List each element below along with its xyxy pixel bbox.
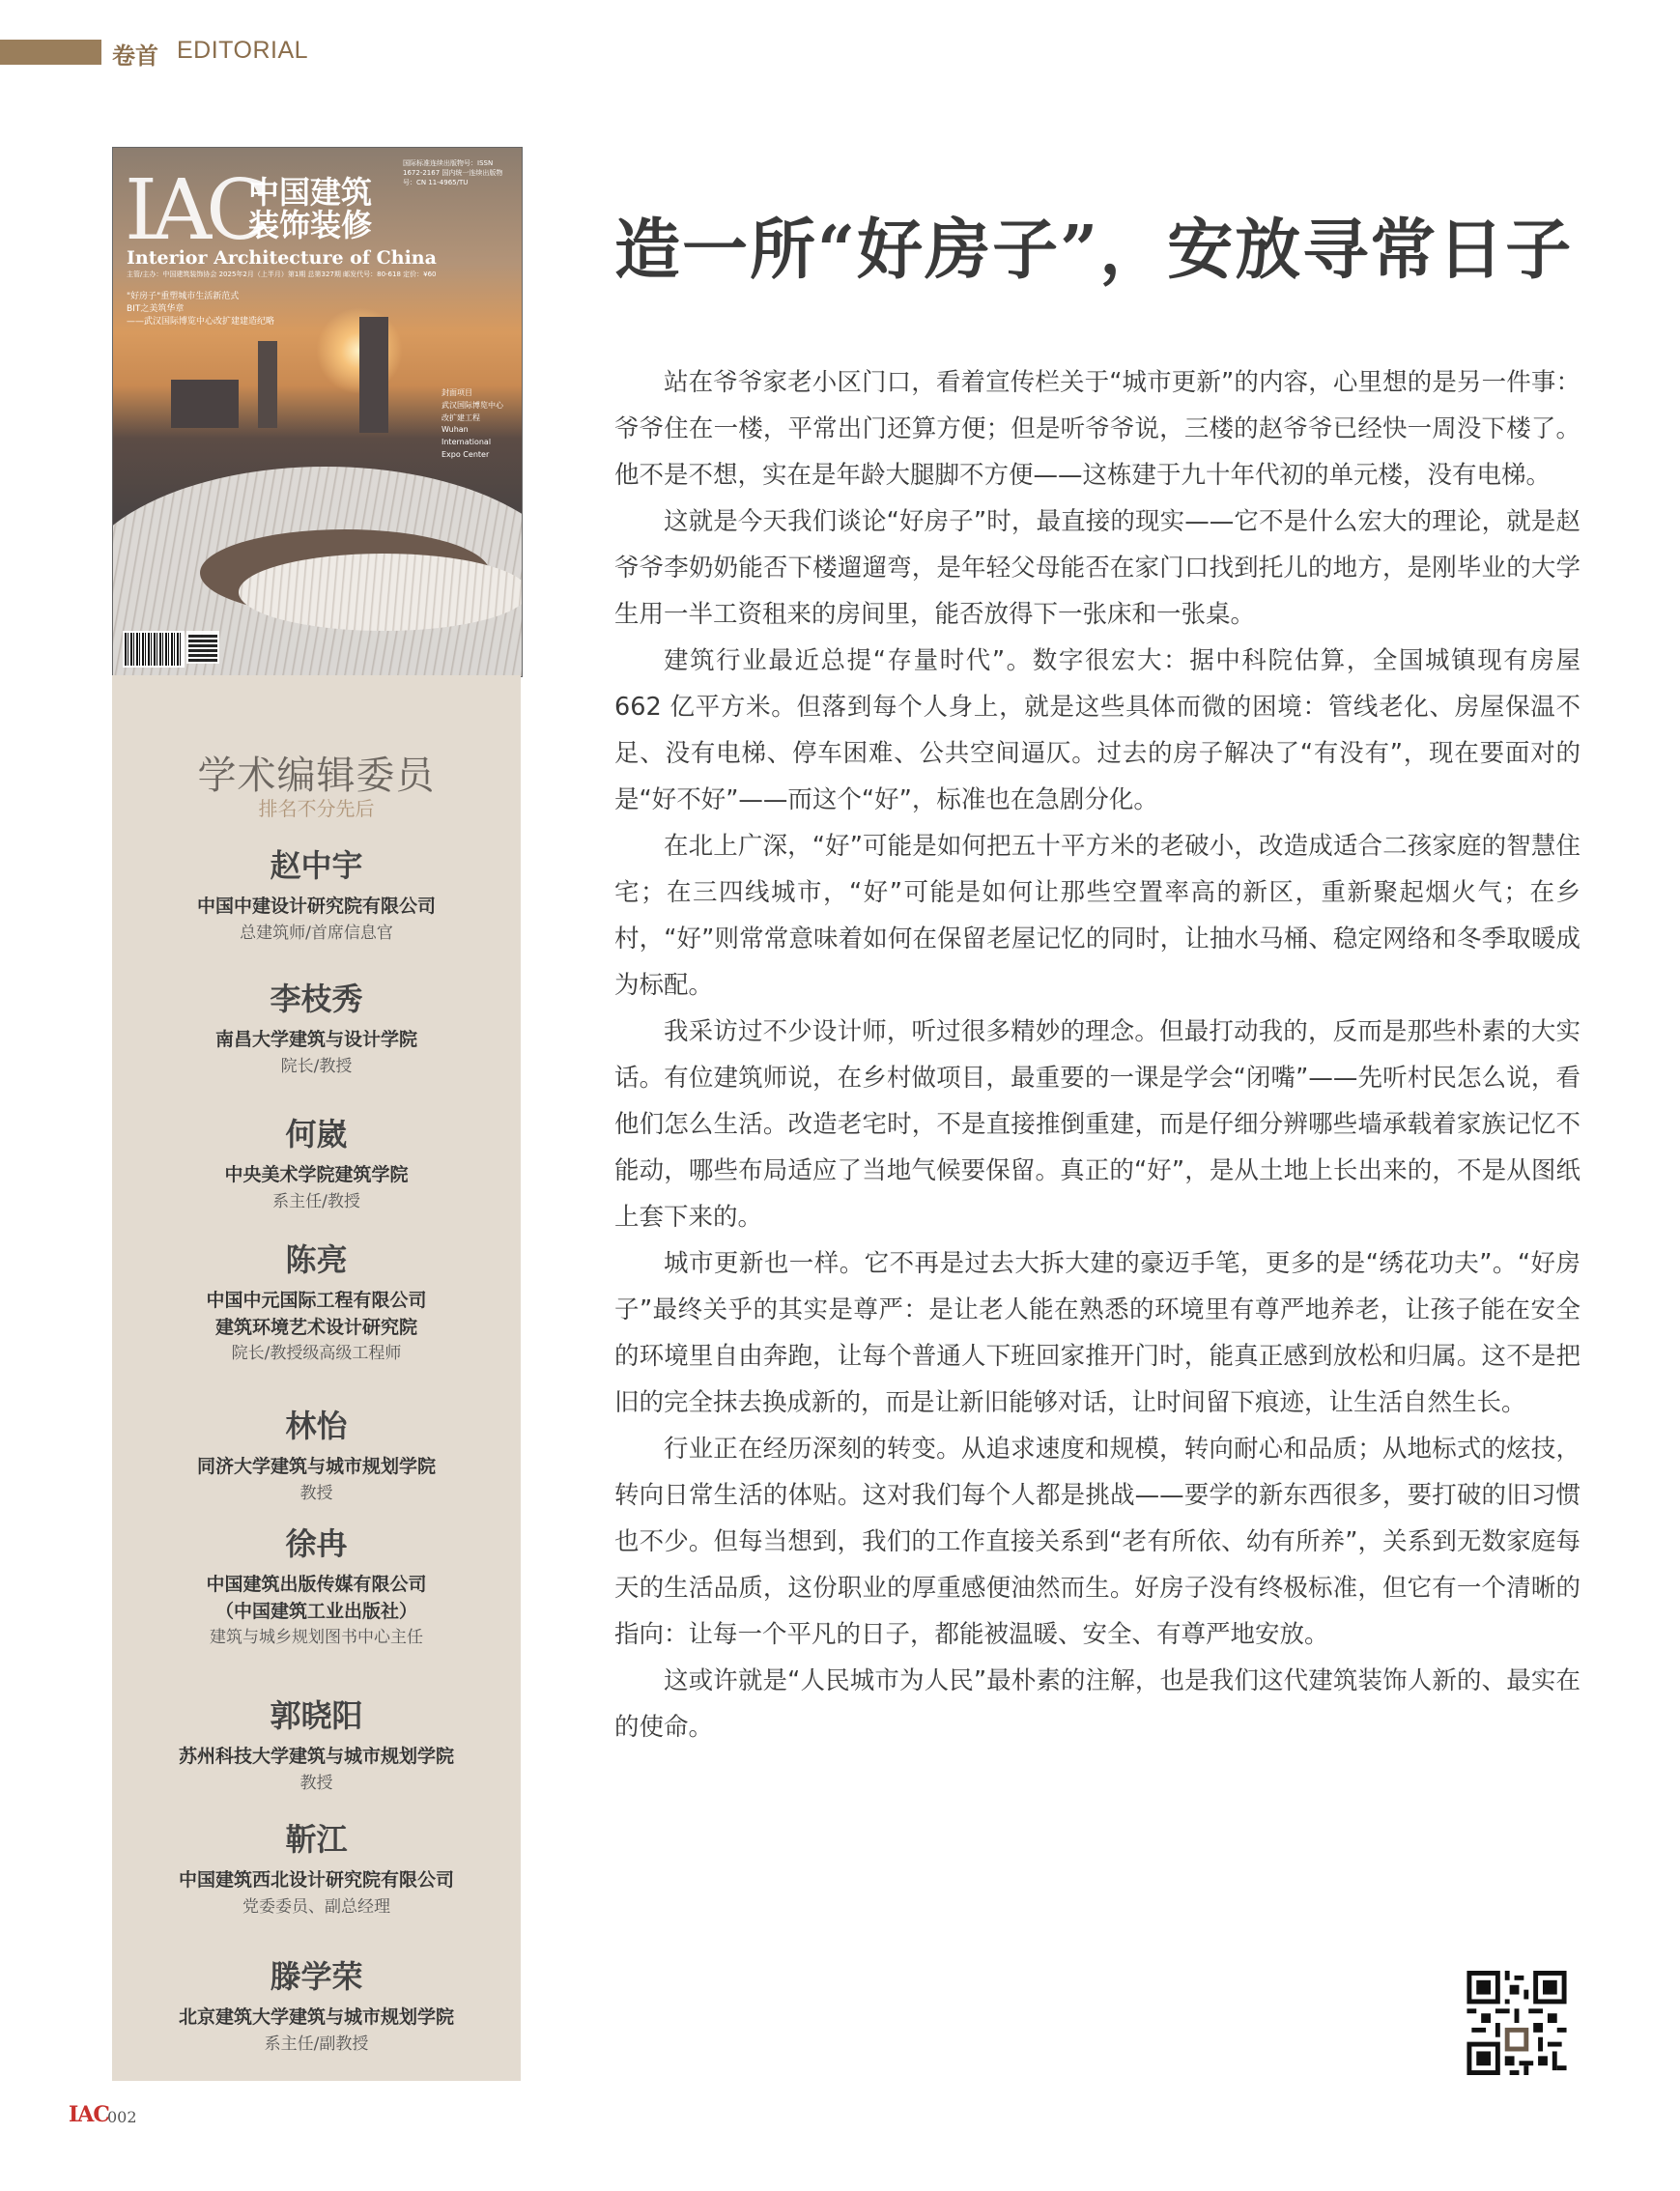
cover-title-en: Interior Architecture of China [127, 247, 437, 269]
member-name: 靳江 [285, 1821, 348, 1858]
cover-building [258, 341, 277, 428]
member-name: 陈亮 [285, 1241, 348, 1278]
cover-side-text [441, 387, 509, 462]
cover-expo-roof-front [239, 554, 523, 631]
member-org: 同济大学建筑与城市规划学院 [196, 1456, 436, 1477]
cover-building [171, 380, 239, 428]
board-subtitle: 排名不分先后 [258, 797, 375, 820]
member-name: 徐冉 [285, 1525, 348, 1562]
cover-feature-line: BIT之美筑华章 [127, 304, 185, 315]
cover-side-line: Wuhan International Expo Center [441, 425, 492, 459]
article-paragraph: 行业正在经历深刻的转变。从追求速度和规模，转向耐心和品质；从地标式的炫技，转向日常生活的体贴。这对我们每个人都是挑战——要学的新东西很多，要打破的旧习惯也不少。但每当想到，我们的工作直接关系到“老有所依、幼有所养”，关系到无数家庭每天的生活品质，这份职业的厚重感便油然而生。好房子没有终极标准，但它有一个清晰的指向：让每一个平凡的日子，都能被温暖、安全、有尊严地安放。 [614, 1435, 1580, 1649]
board-member [112, 1236, 521, 1367]
member-org: 中国中元国际工程有限公司 [206, 1290, 427, 1311]
member-org: （中国建筑工业出版社） [214, 1600, 417, 1622]
member-org: 中央美术学院建筑学院 [224, 1164, 409, 1185]
editorial-board [112, 675, 521, 2081]
board-member [112, 1952, 521, 2058]
board-member [112, 1520, 521, 1651]
board-member [112, 841, 521, 947]
member-name: 林怡 [285, 1408, 348, 1444]
article-paragraph: 建筑行业最近总提“存量时代”。数字很宏大：据中科院估算，全国城镇现有房屋 662 亿平方米。但落到每个人身上，就是这些具体而微的困境：管线老化、房屋保温不足、没有电梯、停车困难、公共空间逼仄。过去的房子解决了“有没有”，现在要面对的是“好不好”——而这个“好”，标准也在急剧分化。 [614, 646, 1580, 814]
cover-qr-icon [186, 631, 219, 664]
member-org: 苏州科技大学建筑与城市规划学院 [178, 1746, 454, 1767]
cover-meta: 主管/主办：中国建筑装饰协会 2025年2月（上半月）第1期 总第327期 邮发代号：80-618 定价：¥60 [127, 270, 437, 278]
member-role: 建筑与城乡规划图书中心主任 [210, 1628, 423, 1648]
member-role: 院长/教授级高级工程师 [231, 1344, 402, 1364]
member-role: 系主任/副教授 [264, 2034, 369, 2054]
member-org: 中国中建设计研究院有限公司 [196, 896, 436, 917]
member-role: 教授 [299, 1483, 333, 1503]
article-paragraph: 城市更新也一样。它不再是过去大拆大建的豪迈手笔，更多的是“绣花功夫”。“好房子”最终关乎的其实是尊严：是让老人能在熟悉的环境里有尊严地养老，让孩子能在安全的环境里自由奔跑，让每个普通人下班回家推开门时，能真正感到放松和归属。这不是把旧的完全抹去换成新的，而是让新旧能够对话，让时间留下痕迹，让生活自然生长。 [614, 1249, 1580, 1417]
board-member [112, 1815, 521, 1921]
article-paragraph: 这或许就是“人民城市为人民”最朴素的注解，也是我们这代建筑装饰人新的、最实在的使命。 [614, 1666, 1580, 1742]
member-role: 党委委员、副总经理 [242, 1896, 390, 1917]
magazine-cover [112, 147, 523, 677]
header-section-label: 卷首 [112, 43, 158, 70]
member-org: 中国建筑西北设计研究院有限公司 [178, 1869, 454, 1891]
footer-logo: IAC [69, 2102, 109, 2127]
article-body [614, 359, 1580, 1750]
cover-side-line: 封面项目 [441, 388, 472, 397]
article-paragraph: 站在爷爷家老小区门口，看着宣传栏关于“城市更新”的内容，心里想的是另一件事：爷爷住在一楼，平常出门还算方便；但是听爷爷说，三楼的赵爷爷已经快一周没下楼了。他不是不想，实在是年龄大腿脚不方便——这栋建于九十年代初的单元楼，没有电梯。 [614, 368, 1580, 490]
barcode-icon [123, 631, 185, 668]
member-name: 赵中宇 [270, 847, 363, 884]
article-title: 造一所“好房子”，安放寻常日子 [614, 212, 1574, 289]
member-name: 滕学荣 [270, 1958, 363, 1995]
board-member [112, 975, 521, 1080]
member-name: 李枝秀 [270, 981, 363, 1017]
article-paragraph: 在北上广深，“好”可能是如何把五十平方米的老破小，改造成适合二孩家庭的智慧住宅；在三四线城市，“好”可能是如何让那些空置率高的新区，重新聚起烟火气；在乡村，“好”则常常意味着如何在保留老屋记忆的同时，让抽水马桶、稳定网络和冬季取暖成为标配。 [614, 832, 1580, 1000]
board-title: 学术编辑委员 [197, 754, 436, 798]
article-paragraph: 这就是今天我们谈论“好房子”时，最直接的现实——它不是什么宏大的理论，就是赵爷爷李奶奶能否下楼遛遛弯，是年轻父母能否在家门口找到托儿的地方，是刚毕业的大学生用一半工资租来的房间里，能否放得下一张床和一张桌。 [614, 507, 1580, 629]
cover-issn: 国际标准连续出版物号：ISSN 1672-2167 国内统一连续出版物号：CN 11-4965/TU [403, 159, 503, 186]
cover-building [359, 317, 388, 433]
board-member [112, 1692, 521, 1797]
member-org: 北京建筑大学建筑与城市规划学院 [178, 2006, 454, 2028]
cover-title-cn: 中国建筑装饰装修 [248, 174, 373, 243]
member-role: 系主任/教授 [272, 1191, 360, 1211]
board-member [112, 1402, 521, 1507]
member-org: 南昌大学建筑与设计学院 [214, 1029, 417, 1050]
cover-feature [127, 291, 378, 328]
cover-logo: IAC [125, 162, 264, 259]
page-number: 002 [107, 2108, 137, 2126]
member-org: 中国建筑出版传媒有限公司 [206, 1574, 427, 1595]
qr-code-icon[interactable] [1466, 1971, 1567, 2075]
board-member [112, 1110, 521, 1215]
cover-feature-line: "好房子"重塑城市生活新范式 [127, 292, 240, 301]
member-name: 郭晓阳 [270, 1697, 363, 1734]
cover-side-line: 改扩建工程 [441, 413, 480, 422]
member-org: 建筑环境艺术设计研究院 [214, 1316, 417, 1338]
member-role: 教授 [299, 1773, 333, 1793]
cover-feature-line: ——武汉国际博览中心改扩建建造纪略 [127, 317, 275, 327]
header-accent-bar [0, 40, 101, 65]
member-role: 院长/教授 [280, 1056, 353, 1076]
member-name: 何崴 [285, 1116, 348, 1152]
article-paragraph: 我采访过不少设计师，听过很多精妙的理念。但最打动我的，反而是那些朴素的大实话。有位建筑师说，在乡村做项目，最重要的一课是学会“闭嘴”——先听村民怎么说，看他们怎么生活。改造老宅时，不是直接推倒重建，而是仔细分辨哪些墙承载着家族记忆不能动，哪些布局适应了当地气候要保留。真正的“好”，是从土地上长出来的，不是从图纸上套下来的。 [614, 1017, 1580, 1232]
member-role: 总建筑师/首席信息官 [240, 923, 393, 943]
cover-side-line: 武汉国际博览中心 [441, 400, 503, 410]
header-editorial-label: EDITORIAL [177, 37, 309, 64]
